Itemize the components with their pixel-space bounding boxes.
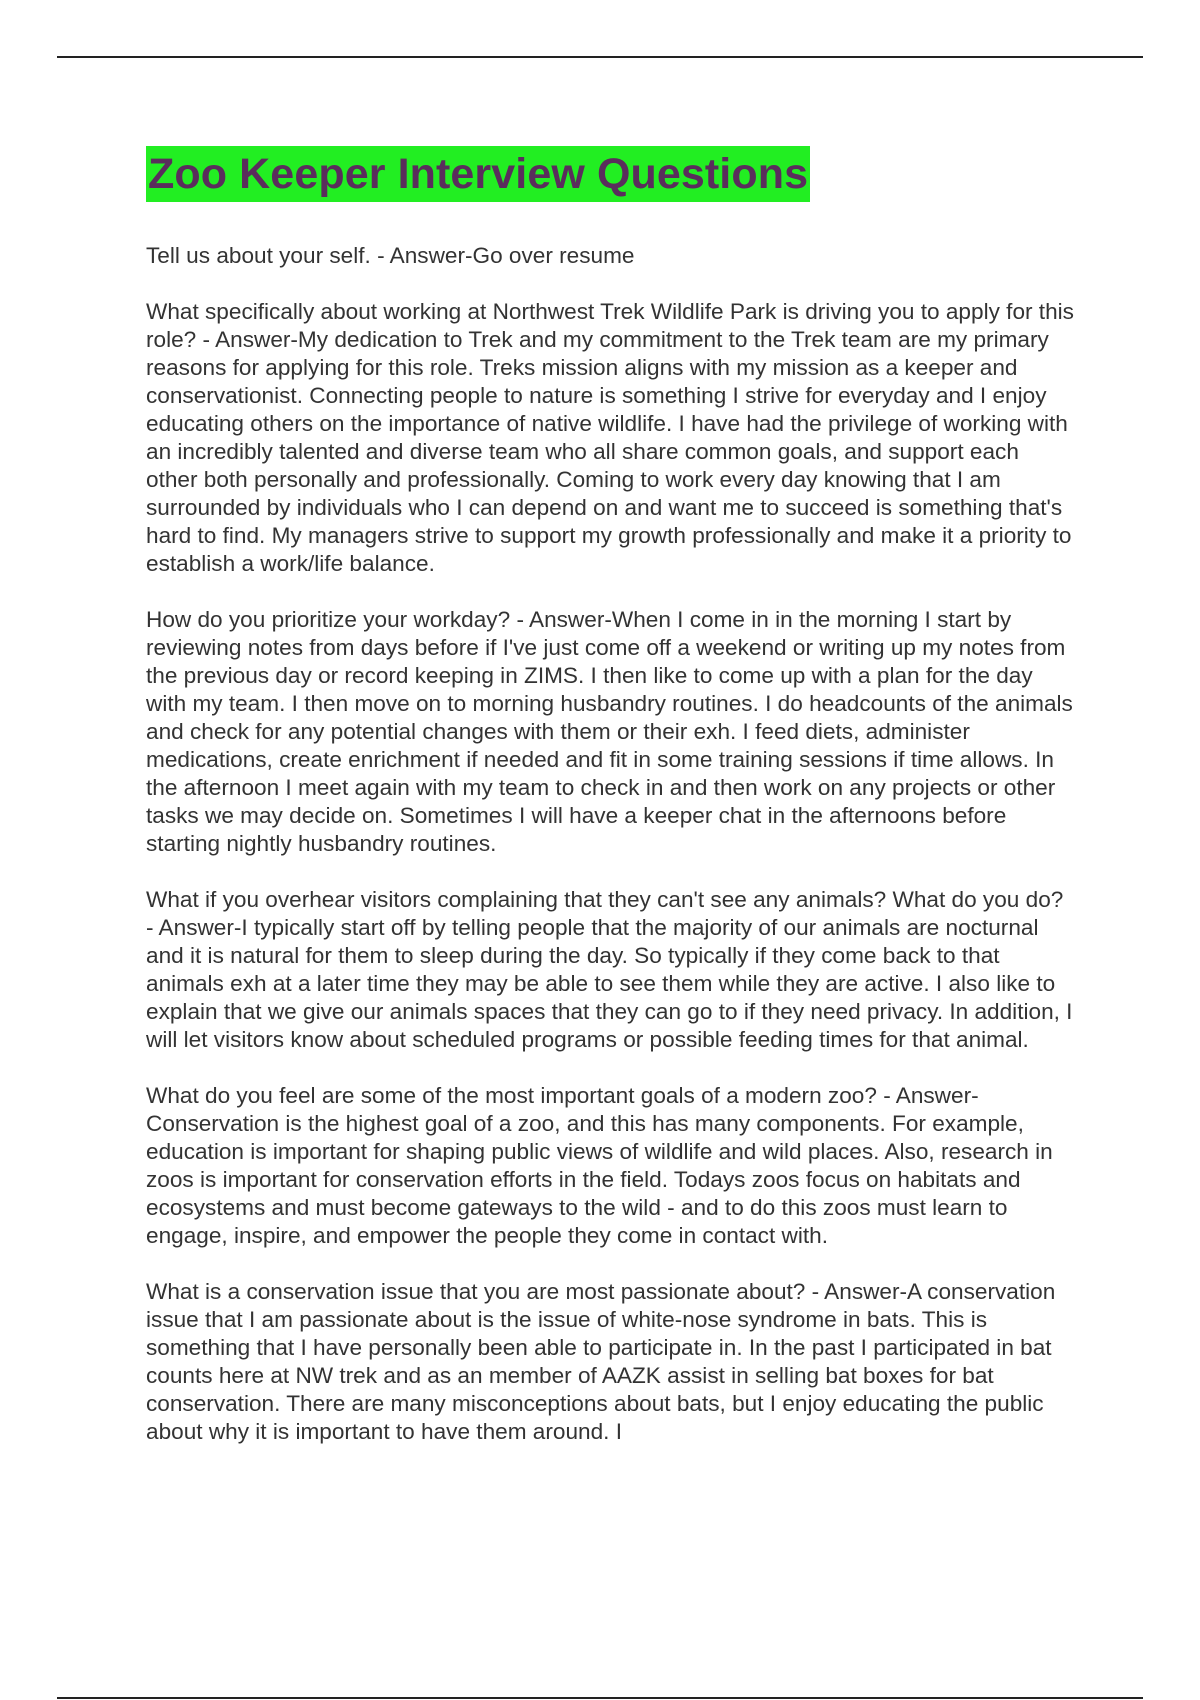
qa-entry: What do you feel are some of the most important goals of a modern zoo? - Answer-Conservation is the highest goal of a zoo, and this has many components. For example, education is important for shaping public views of wildlife and wild places. Also, research in zoos is important for conservation efforts in the field. Todays zoos focus on habitats and ecosystems and must become gateways to the wild - and to do this zoos must learn to engage, inspire, and empower the people they come in contact with. [146,1083,1053,1248]
document-title: Zoo Keeper Interview Questions [146,146,810,202]
qa-list [146,242,1076,1446]
qa-entry: What if you overhear visitors complaining that they can't see any animals? What do you do? - Answer-I typically start off by telling people that the majority of our animals are nocturnal and it is natural for them to sleep during the day. So typically if they come back to that animals exh at a later time they may be able to see them while they are active. I also like to explain that we give our animals spaces that they can go to if they need privacy. In addition, I will let visitors know about scheduled programs or possible feeding times for that animal. [146,887,1073,1052]
qa-entry: Tell us about your self. - Answer-Go over resume [146,243,635,268]
qa-entry: What specifically about working at Northwest Trek Wildlife Park is driving you to apply for this role? - Answer-My dedication to Trek and my commitment to the Trek team are my primary reasons for applying for this role. Treks mission aligns with my mission as a keeper and conservationist. Connecting people to nature is something I strive for everyday and I enjoy educating others on the importance of native wildlife. I have had the privilege of working with an incredibly talented and diverse team who all share common goals, and support each other both personally and professionally. Coming to work every day knowing that I am surrounded by individuals who I can depend on and want me to succeed is something that's hard to find. My managers strive to support my growth professionally and make it a priority to establish a work/life balance. [146,299,1074,576]
header-rule [57,56,1143,58]
qa-entry: What is a conservation issue that you are most passionate about? - Answer-A conservation issue that I am passionate about is the issue of white-nose syndrome in bats. This is something that I have personally been able to participate in. In the past I participated in bat counts here at NW trek and as an member of AAZK assist in selling bat boxes for bat conservation. There are many misconceptions about bats, but I enjoy educating the public about why it is important to have them around. I [146,1279,1056,1444]
footer-rule [57,1697,1143,1699]
qa-entry: How do you prioritize your workday? - Answer-When I come in in the morning I start by reviewing notes from days before if I've just come off a weekend or writing up my notes from the previous day or record keeping in ZIMS. I then like to come up with a plan for the day with my team. I then move on to morning husbandry routines. I do headcounts of the animals and check for any potential changes with them or their exh. I feed diets, administer medications, create enrichment if needed and fit in some training sessions if time allows. In the afternoon I meet again with my team to check in and then work on any projects or other tasks we may decide on. Sometimes I will have a keeper chat in the afternoons before starting nightly husbandry routines. [146,607,1073,856]
document-page [146,146,1076,1474]
